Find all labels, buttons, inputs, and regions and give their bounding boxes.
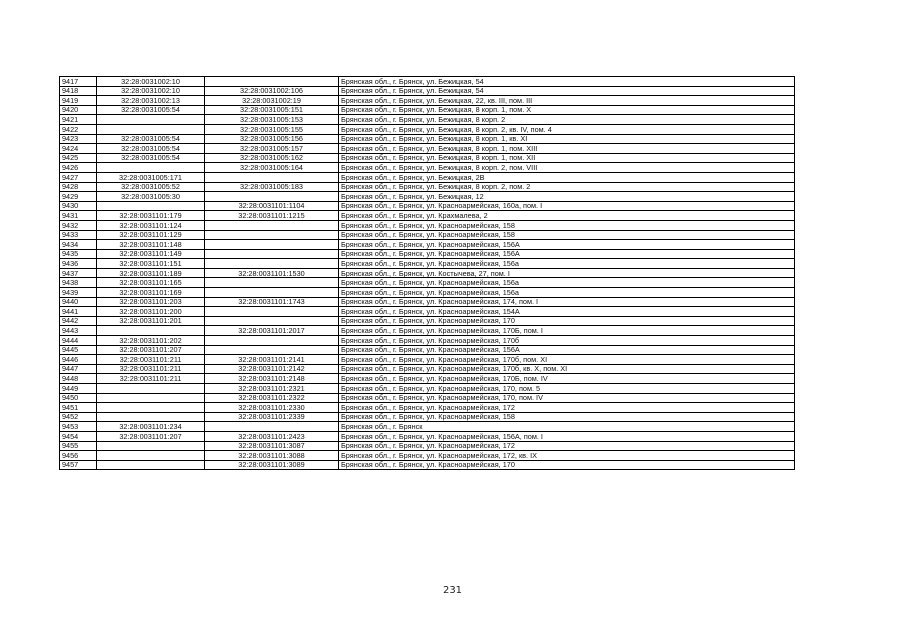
address-cell: Брянская обл., г. Брянск, ул. Красноармейская, 174, пом. I <box>339 297 795 307</box>
table-row <box>60 355 795 365</box>
address-cell: Брянская обл., г. Брянск, ул. Бежицкая, 54 <box>339 77 795 87</box>
address-cell: Брянская обл., г. Брянск, ул. Бежицкая, 12 <box>339 192 795 202</box>
parcel-cadastral-number-cell <box>97 201 205 211</box>
table-row <box>60 201 795 211</box>
address-cell: Брянская обл., г. Брянск, ул. Красноармейская, 156А, пом. I <box>339 431 795 441</box>
table-row <box>60 374 795 384</box>
parcel-cadastral-number-cell: 32:28:0031101:211 <box>97 364 205 374</box>
object-cadastral-number-cell: 32:28:0031101:2017 <box>205 326 339 336</box>
page-number: 231 <box>442 585 463 596</box>
row-number-cell: 9452 <box>60 412 97 422</box>
row-number-cell: 9450 <box>60 393 97 403</box>
parcel-cadastral-number-cell: 32:28:0031101:124 <box>97 220 205 230</box>
object-cadastral-number-cell <box>205 422 339 432</box>
object-cadastral-number-cell: 32:28:0031101:1104 <box>205 201 339 211</box>
table-row <box>60 431 795 441</box>
parcel-cadastral-number-cell <box>97 412 205 422</box>
address-cell: Брянская обл., г. Брянск, ул. Бежицкая, 8 корп. 1, пом. XIII <box>339 144 795 154</box>
table-row <box>60 134 795 144</box>
row-number-cell: 9430 <box>60 201 97 211</box>
object-cadastral-number-cell <box>205 307 339 317</box>
row-number-cell: 9453 <box>60 422 97 432</box>
parcel-cadastral-number-cell: 32:28:0031101:200 <box>97 307 205 317</box>
address-cell: Брянская обл., г. Брянск, ул. Красноармейская, 170, пом. IV <box>339 393 795 403</box>
parcel-cadastral-number-cell: 32:28:0031101:169 <box>97 288 205 298</box>
address-cell: Брянская обл., г. Брянск, ул. Красноармейская, 172, кв. IX <box>339 451 795 461</box>
table-row <box>60 163 795 173</box>
row-number-cell: 9425 <box>60 153 97 163</box>
object-cadastral-number-cell: 32:28:0031101:2423 <box>205 431 339 441</box>
parcel-cadastral-number-cell <box>97 460 205 470</box>
table-row <box>60 240 795 250</box>
parcel-cadastral-number-cell <box>97 393 205 403</box>
object-cadastral-number-cell <box>205 259 339 269</box>
object-cadastral-number-cell: 32:28:0031101:3087 <box>205 441 339 451</box>
row-number-cell: 9442 <box>60 316 97 326</box>
address-cell: Брянская обл., г. Брянск, ул. Красноармейская, 170, пом. 5 <box>339 384 795 394</box>
table-row <box>60 345 795 355</box>
table-row <box>60 77 795 87</box>
parcel-cadastral-number-cell: 32:28:0031005:54 <box>97 105 205 115</box>
row-number-cell: 9443 <box>60 326 97 336</box>
table-row <box>60 307 795 317</box>
table-row <box>60 144 795 154</box>
table-row <box>60 182 795 192</box>
table-row <box>60 211 795 221</box>
parcel-cadastral-number-cell <box>97 451 205 461</box>
address-cell: Брянская обл., г. Брянск, ул. Красноармейская, 156а <box>339 259 795 269</box>
parcel-cadastral-number-cell: 32:28:0031101:202 <box>97 336 205 346</box>
object-cadastral-number-cell: 32:28:0031005:156 <box>205 134 339 144</box>
row-number-cell: 9424 <box>60 144 97 154</box>
address-cell: Брянская обл., г. Брянск, ул. Красноармейская, 160а, пом. I <box>339 201 795 211</box>
row-number-cell: 9433 <box>60 230 97 240</box>
object-cadastral-number-cell: 32:28:0031101:3088 <box>205 451 339 461</box>
table-row <box>60 192 795 202</box>
table-row <box>60 441 795 451</box>
row-number-cell: 9455 <box>60 441 97 451</box>
object-cadastral-number-cell <box>205 336 339 346</box>
object-cadastral-number-cell <box>205 220 339 230</box>
table-row <box>60 105 795 115</box>
parcel-cadastral-number-cell: 32:28:0031101:203 <box>97 297 205 307</box>
row-number-cell: 9426 <box>60 163 97 173</box>
address-cell: Брянская обл., г. Брянск, ул. Бежицкая, 8 корп. 2, пом. VIII <box>339 163 795 173</box>
object-cadastral-number-cell: 32:28:0031101:2321 <box>205 384 339 394</box>
address-cell: Брянская обл., г. Брянск, ул. Красноармейская, 156А <box>339 240 795 250</box>
table-row <box>60 96 795 106</box>
row-number-cell: 9428 <box>60 182 97 192</box>
parcel-cadastral-number-cell: 32:28:0031101:207 <box>97 431 205 441</box>
object-cadastral-number-cell <box>205 77 339 87</box>
parcel-cadastral-number-cell: 32:28:0031101:151 <box>97 259 205 269</box>
object-cadastral-number-cell: 32:28:0031005:155 <box>205 124 339 134</box>
table-row <box>60 384 795 394</box>
parcel-cadastral-number-cell: 32:28:0031002:10 <box>97 77 205 87</box>
parcel-cadastral-number-cell: 32:28:0031005:52 <box>97 182 205 192</box>
address-cell: Брянская обл., г. Брянск, ул. Бежицкая, 8 корп. 2 <box>339 115 795 125</box>
parcel-cadastral-number-cell: 32:28:0031101:129 <box>97 230 205 240</box>
table-row <box>60 115 795 125</box>
address-cell: Брянская обл., г. Брянск, ул. Красноармейская, 170Б, пом. IV <box>339 374 795 384</box>
table-row <box>60 336 795 346</box>
row-number-cell: 9451 <box>60 403 97 413</box>
row-number-cell: 9456 <box>60 451 97 461</box>
parcel-cadastral-number-cell: 32:28:0031002:13 <box>97 96 205 106</box>
table-row <box>60 153 795 163</box>
row-number-cell: 9448 <box>60 374 97 384</box>
address-cell: Брянская обл., г. Брянск, ул. Красноармейская, 158 <box>339 230 795 240</box>
registry-table <box>59 76 795 470</box>
object-cadastral-number-cell: 32:28:0031101:3089 <box>205 460 339 470</box>
row-number-cell: 9434 <box>60 240 97 250</box>
row-number-cell: 9454 <box>60 431 97 441</box>
object-cadastral-number-cell: 32:28:0031005:157 <box>205 144 339 154</box>
address-cell: Брянская обл., г. Брянск, ул. Красноармейская, 172 <box>339 441 795 451</box>
parcel-cadastral-number-cell <box>97 326 205 336</box>
table-row <box>60 364 795 374</box>
parcel-cadastral-number-cell: 32:28:0031005:54 <box>97 144 205 154</box>
table-row <box>60 412 795 422</box>
parcel-cadastral-number-cell: 32:28:0031002:10 <box>97 86 205 96</box>
object-cadastral-number-cell <box>205 230 339 240</box>
row-number-cell: 9429 <box>60 192 97 202</box>
row-number-cell: 9440 <box>60 297 97 307</box>
table-row <box>60 278 795 288</box>
parcel-cadastral-number-cell: 32:28:0031101:207 <box>97 345 205 355</box>
row-number-cell: 9439 <box>60 288 97 298</box>
address-cell: Брянская обл., г. Брянск, ул. Крахмалева, 2 <box>339 211 795 221</box>
registry-table-body <box>60 77 795 470</box>
parcel-cadastral-number-cell <box>97 441 205 451</box>
table-row <box>60 288 795 298</box>
row-number-cell: 9418 <box>60 86 97 96</box>
parcel-cadastral-number-cell <box>97 384 205 394</box>
object-cadastral-number-cell <box>205 249 339 259</box>
object-cadastral-number-cell: 32:28:0031101:2142 <box>205 364 339 374</box>
table-row <box>60 268 795 278</box>
address-cell: Брянская обл., г. Брянск, ул. Красноармейская, 170б <box>339 336 795 346</box>
object-cadastral-number-cell <box>205 288 339 298</box>
parcel-cadastral-number-cell <box>97 124 205 134</box>
row-number-cell: 9427 <box>60 172 97 182</box>
object-cadastral-number-cell: 32:28:0031005:151 <box>205 105 339 115</box>
object-cadastral-number-cell: 32:28:0031101:2330 <box>205 403 339 413</box>
address-cell: Брянская обл., г. Брянск, ул. Бежицкая, 8 корп. 1, пом. XII <box>339 153 795 163</box>
object-cadastral-number-cell <box>205 345 339 355</box>
address-cell: Брянская обл., г. Брянск, ул. Бежицкая, 8 корп. 1, кв. XI <box>339 134 795 144</box>
table-row <box>60 230 795 240</box>
object-cadastral-number-cell: 32:28:0031005:162 <box>205 153 339 163</box>
row-number-cell: 9423 <box>60 134 97 144</box>
table-row <box>60 422 795 432</box>
address-cell: Брянская обл., г. Брянск, ул. Красноармейская, 170 <box>339 460 795 470</box>
table-row <box>60 403 795 413</box>
object-cadastral-number-cell: 32:28:0031101:2141 <box>205 355 339 365</box>
address-cell: Брянская обл., г. Брянск, ул. Красноармейская, 170б, кв. X, пом. XI <box>339 364 795 374</box>
table-row <box>60 259 795 269</box>
row-number-cell: 9421 <box>60 115 97 125</box>
table-row <box>60 124 795 134</box>
address-cell: Брянская обл., г. Брянск, ул. Бежицкая, 22, кв. III, пом. III <box>339 96 795 106</box>
parcel-cadastral-number-cell: 32:28:0031005:171 <box>97 172 205 182</box>
row-number-cell: 9420 <box>60 105 97 115</box>
table-row <box>60 297 795 307</box>
table-row <box>60 86 795 96</box>
row-number-cell: 9446 <box>60 355 97 365</box>
row-number-cell: 9444 <box>60 336 97 346</box>
object-cadastral-number-cell: 32:28:0031101:1743 <box>205 297 339 307</box>
row-number-cell: 9438 <box>60 278 97 288</box>
table-row <box>60 172 795 182</box>
table-row <box>60 249 795 259</box>
row-number-cell: 9441 <box>60 307 97 317</box>
row-number-cell: 9417 <box>60 77 97 87</box>
address-cell: Брянская обл., г. Брянск, ул. Красноармейская, 156А <box>339 345 795 355</box>
parcel-cadastral-number-cell: 32:28:0031101:211 <box>97 374 205 384</box>
table-row <box>60 460 795 470</box>
address-cell: Брянская обл., г. Брянск, ул. Бежицкая, 8 корп. 2, кв. IV, пом. 4 <box>339 124 795 134</box>
object-cadastral-number-cell: 32:28:0031101:1215 <box>205 211 339 221</box>
parcel-cadastral-number-cell: 32:28:0031101:201 <box>97 316 205 326</box>
address-cell: Брянская обл., г. Брянск, ул. Бежицкая, 8 корп. 2, пом. 2 <box>339 182 795 192</box>
object-cadastral-number-cell: 32:28:0031002:19 <box>205 96 339 106</box>
address-cell: Брянская обл., г. Брянск, ул. Красноармейская, 156а <box>339 278 795 288</box>
parcel-cadastral-number-cell: 32:28:0031101:148 <box>97 240 205 250</box>
parcel-cadastral-number-cell: 32:28:0031101:149 <box>97 249 205 259</box>
object-cadastral-number-cell: 32:28:0031002:106 <box>205 86 339 96</box>
object-cadastral-number-cell: 32:28:0031101:2148 <box>205 374 339 384</box>
row-number-cell: 9445 <box>60 345 97 355</box>
object-cadastral-number-cell <box>205 192 339 202</box>
address-cell: Брянская обл., г. Брянск, ул. Красноармейская, 154А <box>339 307 795 317</box>
parcel-cadastral-number-cell: 32:28:0031005:54 <box>97 134 205 144</box>
parcel-cadastral-number-cell <box>97 163 205 173</box>
object-cadastral-number-cell <box>205 240 339 250</box>
parcel-cadastral-number-cell: 32:28:0031101:234 <box>97 422 205 432</box>
address-cell: Брянская обл., г. Брянск, ул. Красноармейская, 158 <box>339 412 795 422</box>
object-cadastral-number-cell: 32:28:0031005:153 <box>205 115 339 125</box>
address-cell: Брянская обл., г. Брянск, ул. Красноармейская, 172 <box>339 403 795 413</box>
address-cell: Брянская обл., г. Брянск, ул. Костычева, 27, пом. I <box>339 268 795 278</box>
row-number-cell: 9447 <box>60 364 97 374</box>
address-cell: Брянская обл., г. Брянск <box>339 422 795 432</box>
parcel-cadastral-number-cell: 32:28:0031101:211 <box>97 355 205 365</box>
row-number-cell: 9422 <box>60 124 97 134</box>
table-row <box>60 451 795 461</box>
object-cadastral-number-cell: 32:28:0031101:1530 <box>205 268 339 278</box>
address-cell: Брянская обл., г. Брянск, ул. Красноармейская, 158 <box>339 220 795 230</box>
parcel-cadastral-number-cell <box>97 403 205 413</box>
table-row <box>60 316 795 326</box>
row-number-cell: 9435 <box>60 249 97 259</box>
parcel-cadastral-number-cell: 32:28:0031101:165 <box>97 278 205 288</box>
object-cadastral-number-cell: 32:28:0031005:164 <box>205 163 339 173</box>
parcel-cadastral-number-cell: 32:28:0031101:179 <box>97 211 205 221</box>
address-cell: Брянская обл., г. Брянск, ул. Красноармейская, 170Б, пом. I <box>339 326 795 336</box>
row-number-cell: 9432 <box>60 220 97 230</box>
object-cadastral-number-cell: 32:28:0031005:183 <box>205 182 339 192</box>
row-number-cell: 9431 <box>60 211 97 221</box>
object-cadastral-number-cell: 32:28:0031101:2339 <box>205 412 339 422</box>
row-number-cell: 9436 <box>60 259 97 269</box>
table-row <box>60 326 795 336</box>
address-cell: Брянская обл., г. Брянск, ул. Бежицкая, 54 <box>339 86 795 96</box>
address-cell: Брянская обл., г. Брянск, ул. Бежицкая, 8 корп. 1, пом. X <box>339 105 795 115</box>
address-cell: Брянская обл., г. Брянск, ул. Красноармейская, 156А <box>339 249 795 259</box>
parcel-cadastral-number-cell: 32:28:0031005:30 <box>97 192 205 202</box>
row-number-cell: 9419 <box>60 96 97 106</box>
object-cadastral-number-cell: 32:28:0031101:2322 <box>205 393 339 403</box>
parcel-cadastral-number-cell <box>97 115 205 125</box>
object-cadastral-number-cell <box>205 172 339 182</box>
parcel-cadastral-number-cell: 32:28:0031005:54 <box>97 153 205 163</box>
table-row <box>60 393 795 403</box>
row-number-cell: 9437 <box>60 268 97 278</box>
object-cadastral-number-cell <box>205 316 339 326</box>
row-number-cell: 9449 <box>60 384 97 394</box>
address-cell: Брянская обл., г. Брянск, ул. Бежицкая, 2В <box>339 172 795 182</box>
address-cell: Брянская обл., г. Брянск, ул. Красноармейская, 156а <box>339 288 795 298</box>
parcel-cadastral-number-cell: 32:28:0031101:189 <box>97 268 205 278</box>
address-cell: Брянская обл., г. Брянск, ул. Красноармейская, 170б, пом. XI <box>339 355 795 365</box>
table-row <box>60 220 795 230</box>
address-cell: Брянская обл., г. Брянск, ул. Красноармейская, 170 <box>339 316 795 326</box>
object-cadastral-number-cell <box>205 278 339 288</box>
row-number-cell: 9457 <box>60 460 97 470</box>
